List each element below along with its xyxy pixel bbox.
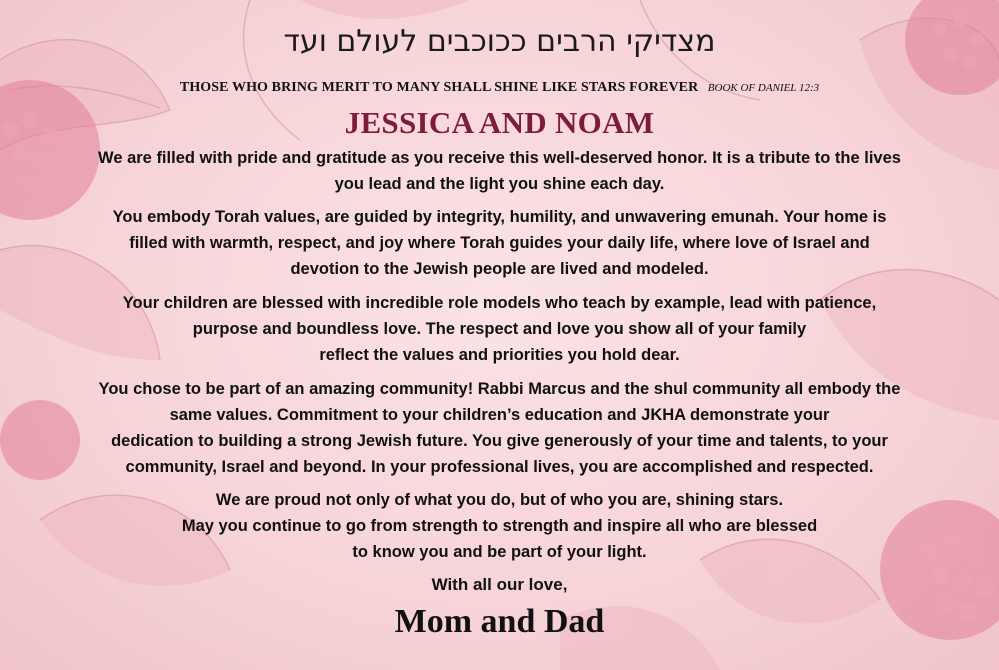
- paragraph-line: May you continue to go from strength to strength and inspire all who are blessed: [181, 517, 818, 535]
- paragraph-children: [30, 290, 969, 368]
- english-verse: THOSE WHO BRING MERIT TO MANY SHALL SHINE LIKE STARS FOREVER: [179, 80, 699, 95]
- paragraph-line: purpose and boundless love. The respect and love you show all of your family: [192, 320, 807, 338]
- paragraph-line: devotion to the Jewish people are lived and modeled.: [290, 260, 709, 278]
- verse-line: [0, 79, 999, 97]
- paragraph-line: you lead and the light you shine each day.: [334, 175, 665, 193]
- paragraph-community: [30, 376, 969, 480]
- paragraph-blessing: [30, 487, 969, 565]
- paragraph-line: You embody Torah values, are guided by integrity, humility, and unwavering emunah. Your home is: [112, 208, 887, 226]
- verse-citation: BOOK OF DANIEL 12:3: [707, 82, 820, 94]
- honoree-names: JESSICA AND NOAM: [344, 105, 655, 140]
- paragraph-line: We are filled with pride and gratitude as you receive this well-deserved honor. It is a tribute to the lives: [98, 149, 901, 167]
- closing-line: With all our love,: [431, 575, 568, 594]
- paragraph-line: to know you and be part of your light.: [352, 543, 647, 561]
- paragraph-line: You chose to be part of an amazing community! Rabbi Marcus and the shul community all embody the: [98, 380, 901, 398]
- paragraph-line: reflect the values and priorities you hold dear.: [319, 346, 680, 364]
- paragraph-line: dedication to building a strong Jewish future. You give generously of your time and talents, to your: [111, 432, 888, 450]
- signature: Mom and Dad: [394, 603, 605, 640]
- paragraph-line: filled with warmth, respect, and joy where Torah guides your daily life, where love of Israel and: [129, 234, 870, 252]
- paragraph-line: community, Israel and beyond. In your professional lives, you are accomplished and respected.: [125, 458, 874, 476]
- paragraph-line: Your children are blessed with incredible role models who teach by example, lead with patience,: [122, 294, 877, 312]
- paragraph-torah-values: [30, 204, 969, 282]
- hebrew-verse: מצדיקי הרבים ככוכבים לעולם ועד: [283, 24, 716, 59]
- paragraph-line: same values. Commitment to your children’s education and JKHA demonstrate your: [169, 406, 830, 424]
- paragraph-pride: [30, 145, 969, 197]
- paragraph-line: We are proud not only of what you do, but of who you are, shining stars.: [215, 491, 784, 509]
